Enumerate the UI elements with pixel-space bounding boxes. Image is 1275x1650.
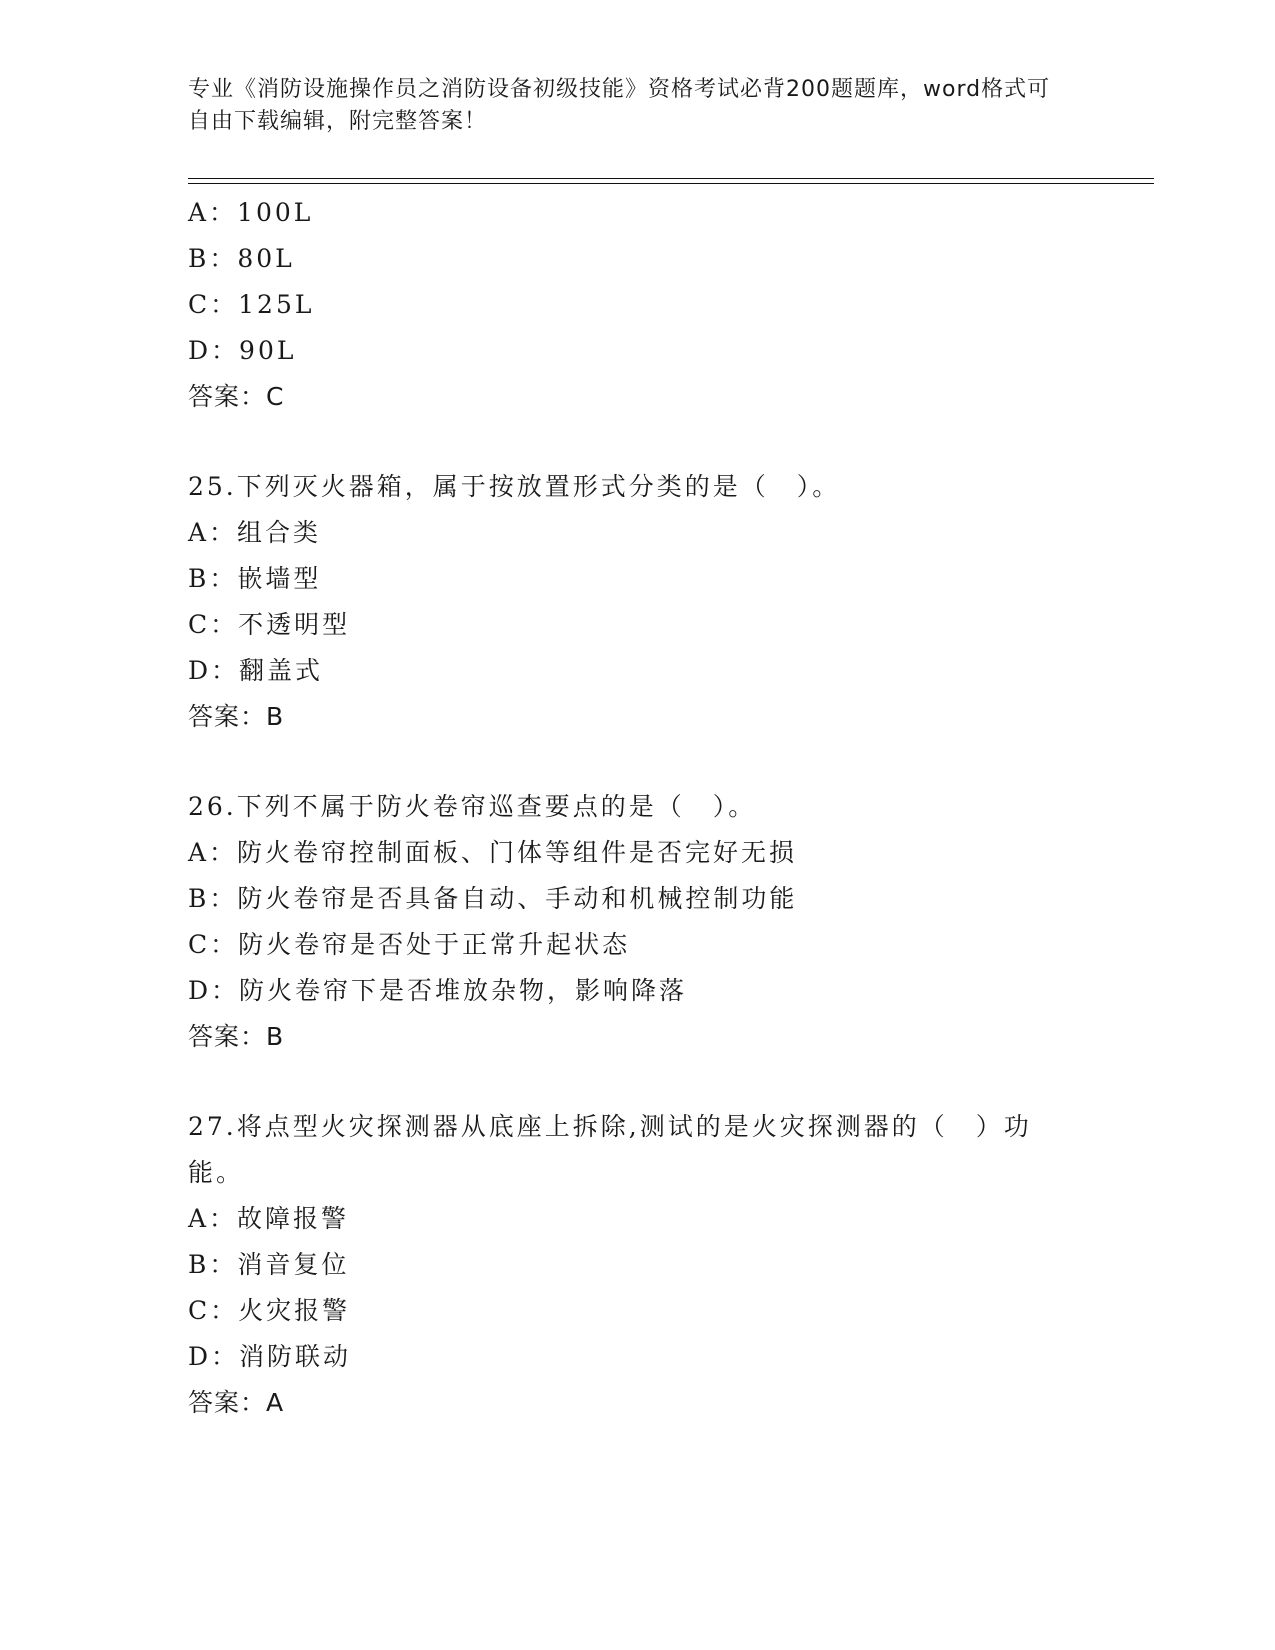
header-divider-bottom — [188, 183, 1154, 184]
question-block-27 — [188, 1104, 1088, 1426]
option-d: D：90L — [188, 336, 297, 365]
option-c: C：不透明型 — [188, 610, 351, 639]
question-list — [188, 190, 1088, 1426]
option-b: B：嵌墙型 — [188, 564, 322, 593]
question-block-26 — [188, 784, 1088, 1060]
option-d: D：防火卷帘下是否堆放杂物，影响降落 — [188, 976, 688, 1005]
answer-line: 答案：B — [188, 1022, 285, 1051]
header-divider-top — [188, 178, 1154, 179]
question-text: 26.下列不属于防火卷帘巡查要点的是（ ）。 — [188, 792, 757, 821]
option-d: D：消防联动 — [188, 1342, 352, 1371]
question-text: 25.下列灭火器箱，属于按放置形式分类的是（ ）。 — [188, 472, 841, 501]
answer-line: 答案：B — [188, 702, 285, 731]
option-a: A：组合类 — [188, 518, 322, 547]
option-c: C：火灾报警 — [188, 1296, 351, 1325]
option-b: B：80L — [188, 244, 295, 273]
option-c: C：防火卷帘是否处于正常升起状态 — [188, 930, 631, 959]
option-a: A：故障报警 — [188, 1204, 350, 1233]
option-b: B：消音复位 — [188, 1250, 350, 1279]
answer-line: 答案：C — [188, 382, 285, 411]
option-a: A：防火卷帘控制面板、门体等组件是否完好无损 — [188, 838, 798, 867]
option-d: D：翻盖式 — [188, 656, 324, 685]
question-block-25 — [188, 464, 1088, 740]
question-block-24 — [188, 190, 1088, 420]
answer-line: 答案：A — [188, 1388, 285, 1417]
option-a: A：100L — [188, 198, 314, 227]
question-text: 27.将点型火灾探测器从底座上拆除,测试的是火灾探测器的（ ）功能。 — [188, 1112, 1032, 1187]
option-c: C：125L — [188, 290, 315, 319]
document-header: 专业《消防设施操作员之消防设备初级技能》资格考试必背200题题库，word格式可自由下载编辑，附完整答案！ — [188, 77, 1051, 134]
option-b: B：防火卷帘是否具备自动、手动和机械控制功能 — [188, 884, 798, 913]
